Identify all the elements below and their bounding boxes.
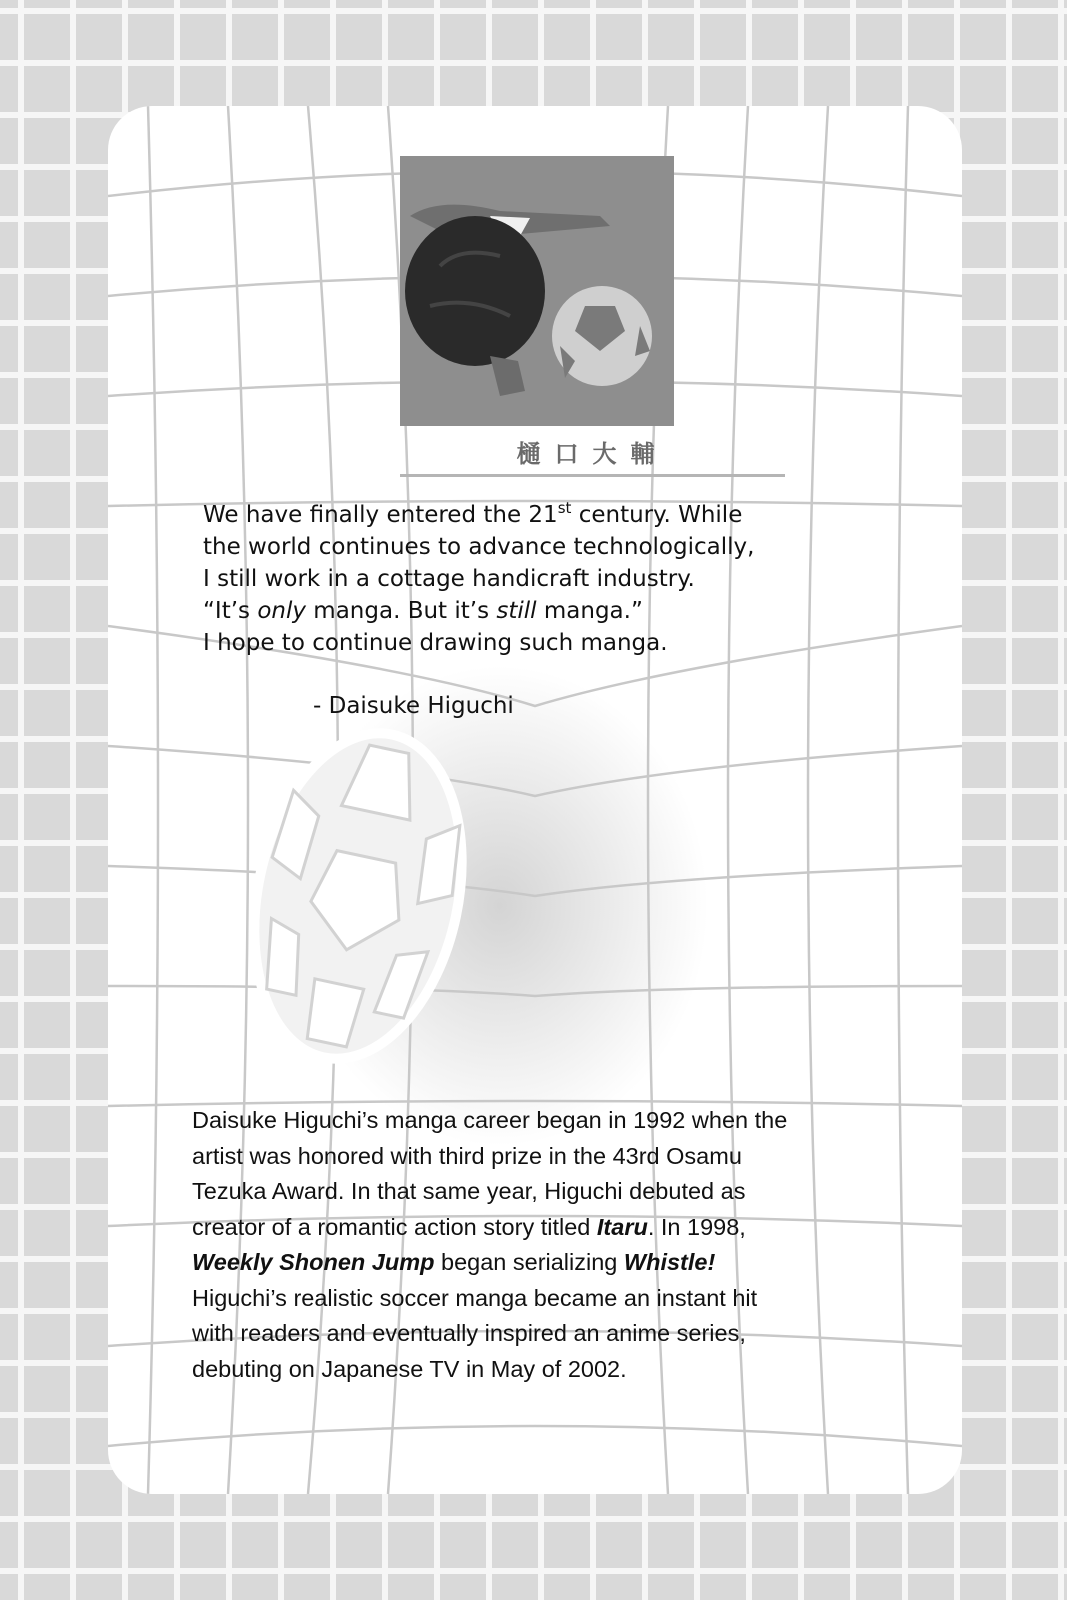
quote-text: manga.” [536, 598, 643, 624]
author-bio [192, 1103, 892, 1387]
bio-line [192, 1245, 892, 1281]
bio-line [192, 1210, 892, 1246]
bio-text: began serializing [434, 1249, 624, 1275]
quote-line [203, 595, 883, 627]
bio-title: Itaru [596, 1213, 648, 1240]
author-name-kanji: 樋口大輔 [516, 440, 669, 468]
soccer-ball-icon [226, 714, 490, 1078]
quote-line [203, 499, 883, 531]
name-divider [400, 474, 785, 477]
quote-emphasis: only [257, 598, 306, 624]
bio-title: Whistle! [623, 1249, 716, 1275]
quote-line: I still work in a cottage handicraft industry. [203, 566, 695, 592]
quote-emphasis: still [496, 598, 537, 624]
quote-superscript: st [557, 499, 572, 517]
author-quote [203, 499, 883, 659]
quote-line: the world continues to advance technologically, [203, 534, 755, 560]
quote-signature: - Daisuke Higuchi [313, 693, 514, 719]
quote-text: manga. But it’s [305, 598, 497, 624]
bio-line: debuting on Japanese TV in May of 2002. [192, 1355, 627, 1382]
quote-text: We have finally entered the 21 [203, 502, 558, 528]
author-photo [400, 156, 674, 426]
bio-line: Higuchi’s realistic soccer manga became an instant hit [192, 1284, 758, 1311]
author-photo-icon [400, 156, 674, 426]
bio-line: with readers and eventually inspired an anime series, [192, 1320, 746, 1346]
bio-line: Daisuke Higuchi’s manga career began in 1992 when the [192, 1107, 788, 1133]
bio-text: . In 1998, [647, 1213, 746, 1240]
quote-text: “It’s [203, 598, 258, 624]
quote-line: I hope to continue drawing such manga. [203, 630, 668, 656]
bio-line: artist was honored with third prize in the 43rd Osamu [192, 1142, 742, 1169]
bio-title: Weekly Shonen Jump [192, 1249, 435, 1275]
bio-line: Tezuka Award. In that same year, Higuchi debuted as [192, 1178, 746, 1204]
bio-text: creator of a romantic action story titled [192, 1213, 597, 1240]
quote-text: century. While [571, 502, 743, 528]
author-card [108, 106, 962, 1494]
